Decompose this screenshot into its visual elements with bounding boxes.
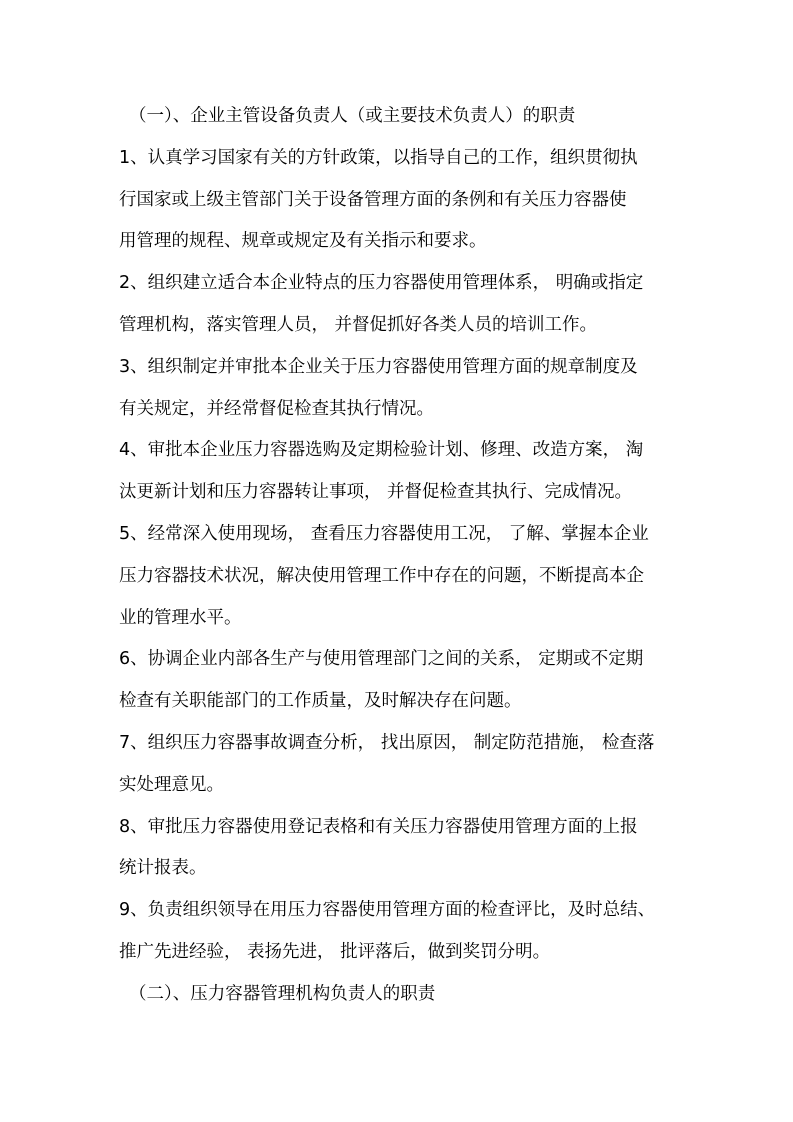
item-4-line-1: 4、审批本企业压力容器选购及定期检验计划、修理、改造方案， 淘: [119, 440, 644, 461]
item-6-line-1: 6、协调企业内部各生产与使用管理部门之间的关系， 定期或不定期: [119, 649, 644, 670]
item-7-line-1: 7、组织压力容器事故调查分析， 找出原因， 制定防范措施， 检查落: [119, 732, 655, 753]
item-2-line-2: 管理机构，落实管理人员， 并督促抓好各类人员的培训工作。: [119, 314, 598, 335]
item-8-line-2: 统计报表。: [119, 858, 207, 879]
item-1-line-3: 用管理的规程、规章或规定及有关指示和要求。: [119, 231, 487, 252]
item-1-line-2: 行国家或上级主管部门关于设备管理方面的条例和有关压力容器使: [119, 189, 627, 210]
item-9-line-2: 推广先进经验， 表扬先进， 批评落后，做到奖罚分明。: [119, 941, 551, 962]
item-5-line-2: 压力容器技术状况，解决使用管理工作中存在的问题，不断提高本企: [119, 565, 644, 586]
document-body: [119, 96, 679, 1016]
item-8-line-1: 8、审批压力容器使用登记表格和有关压力容器使用管理方面的上报: [119, 816, 638, 837]
item-6-line-2: 检查有关职能部门的工作质量，及时解决存在问题。: [119, 691, 522, 712]
item-9-line-1: 9、负责组织领导在用压力容器使用管理方面的检查评比，及时总结、: [119, 900, 656, 921]
item-1-line-1: 1、认真学习国家有关的方针政策，以指导自己的工作，组织贯彻执: [119, 147, 638, 168]
item-7-line-2: 实处理意见。: [119, 774, 224, 795]
item-5-line-1: 5、经常深入使用现场， 查看压力容器使用工况， 了解、掌握本企业: [119, 523, 649, 544]
section-heading-1: （一）、企业主管设备负责人（或主要技术负责人）的职责: [129, 106, 576, 126]
item-3-line-1: 3、组织制定并审批本企业关于压力容器使用管理方面的规章制度及: [119, 356, 638, 377]
item-5-line-3: 业的管理水平。: [119, 607, 242, 628]
item-3-line-2: 有关规定，并经常督促检查其执行情况。: [119, 398, 434, 419]
section-heading-2: （二）、压力容器管理机构负责人的职责: [129, 983, 436, 1004]
item-2-line-1: 2、组织建立适合本企业特点的压力容器使用管理体系， 明确或指定: [119, 273, 644, 294]
item-4-line-2: 汰更新计划和压力容器转让事项， 并督促检查其执行、完成情况。: [119, 482, 633, 503]
